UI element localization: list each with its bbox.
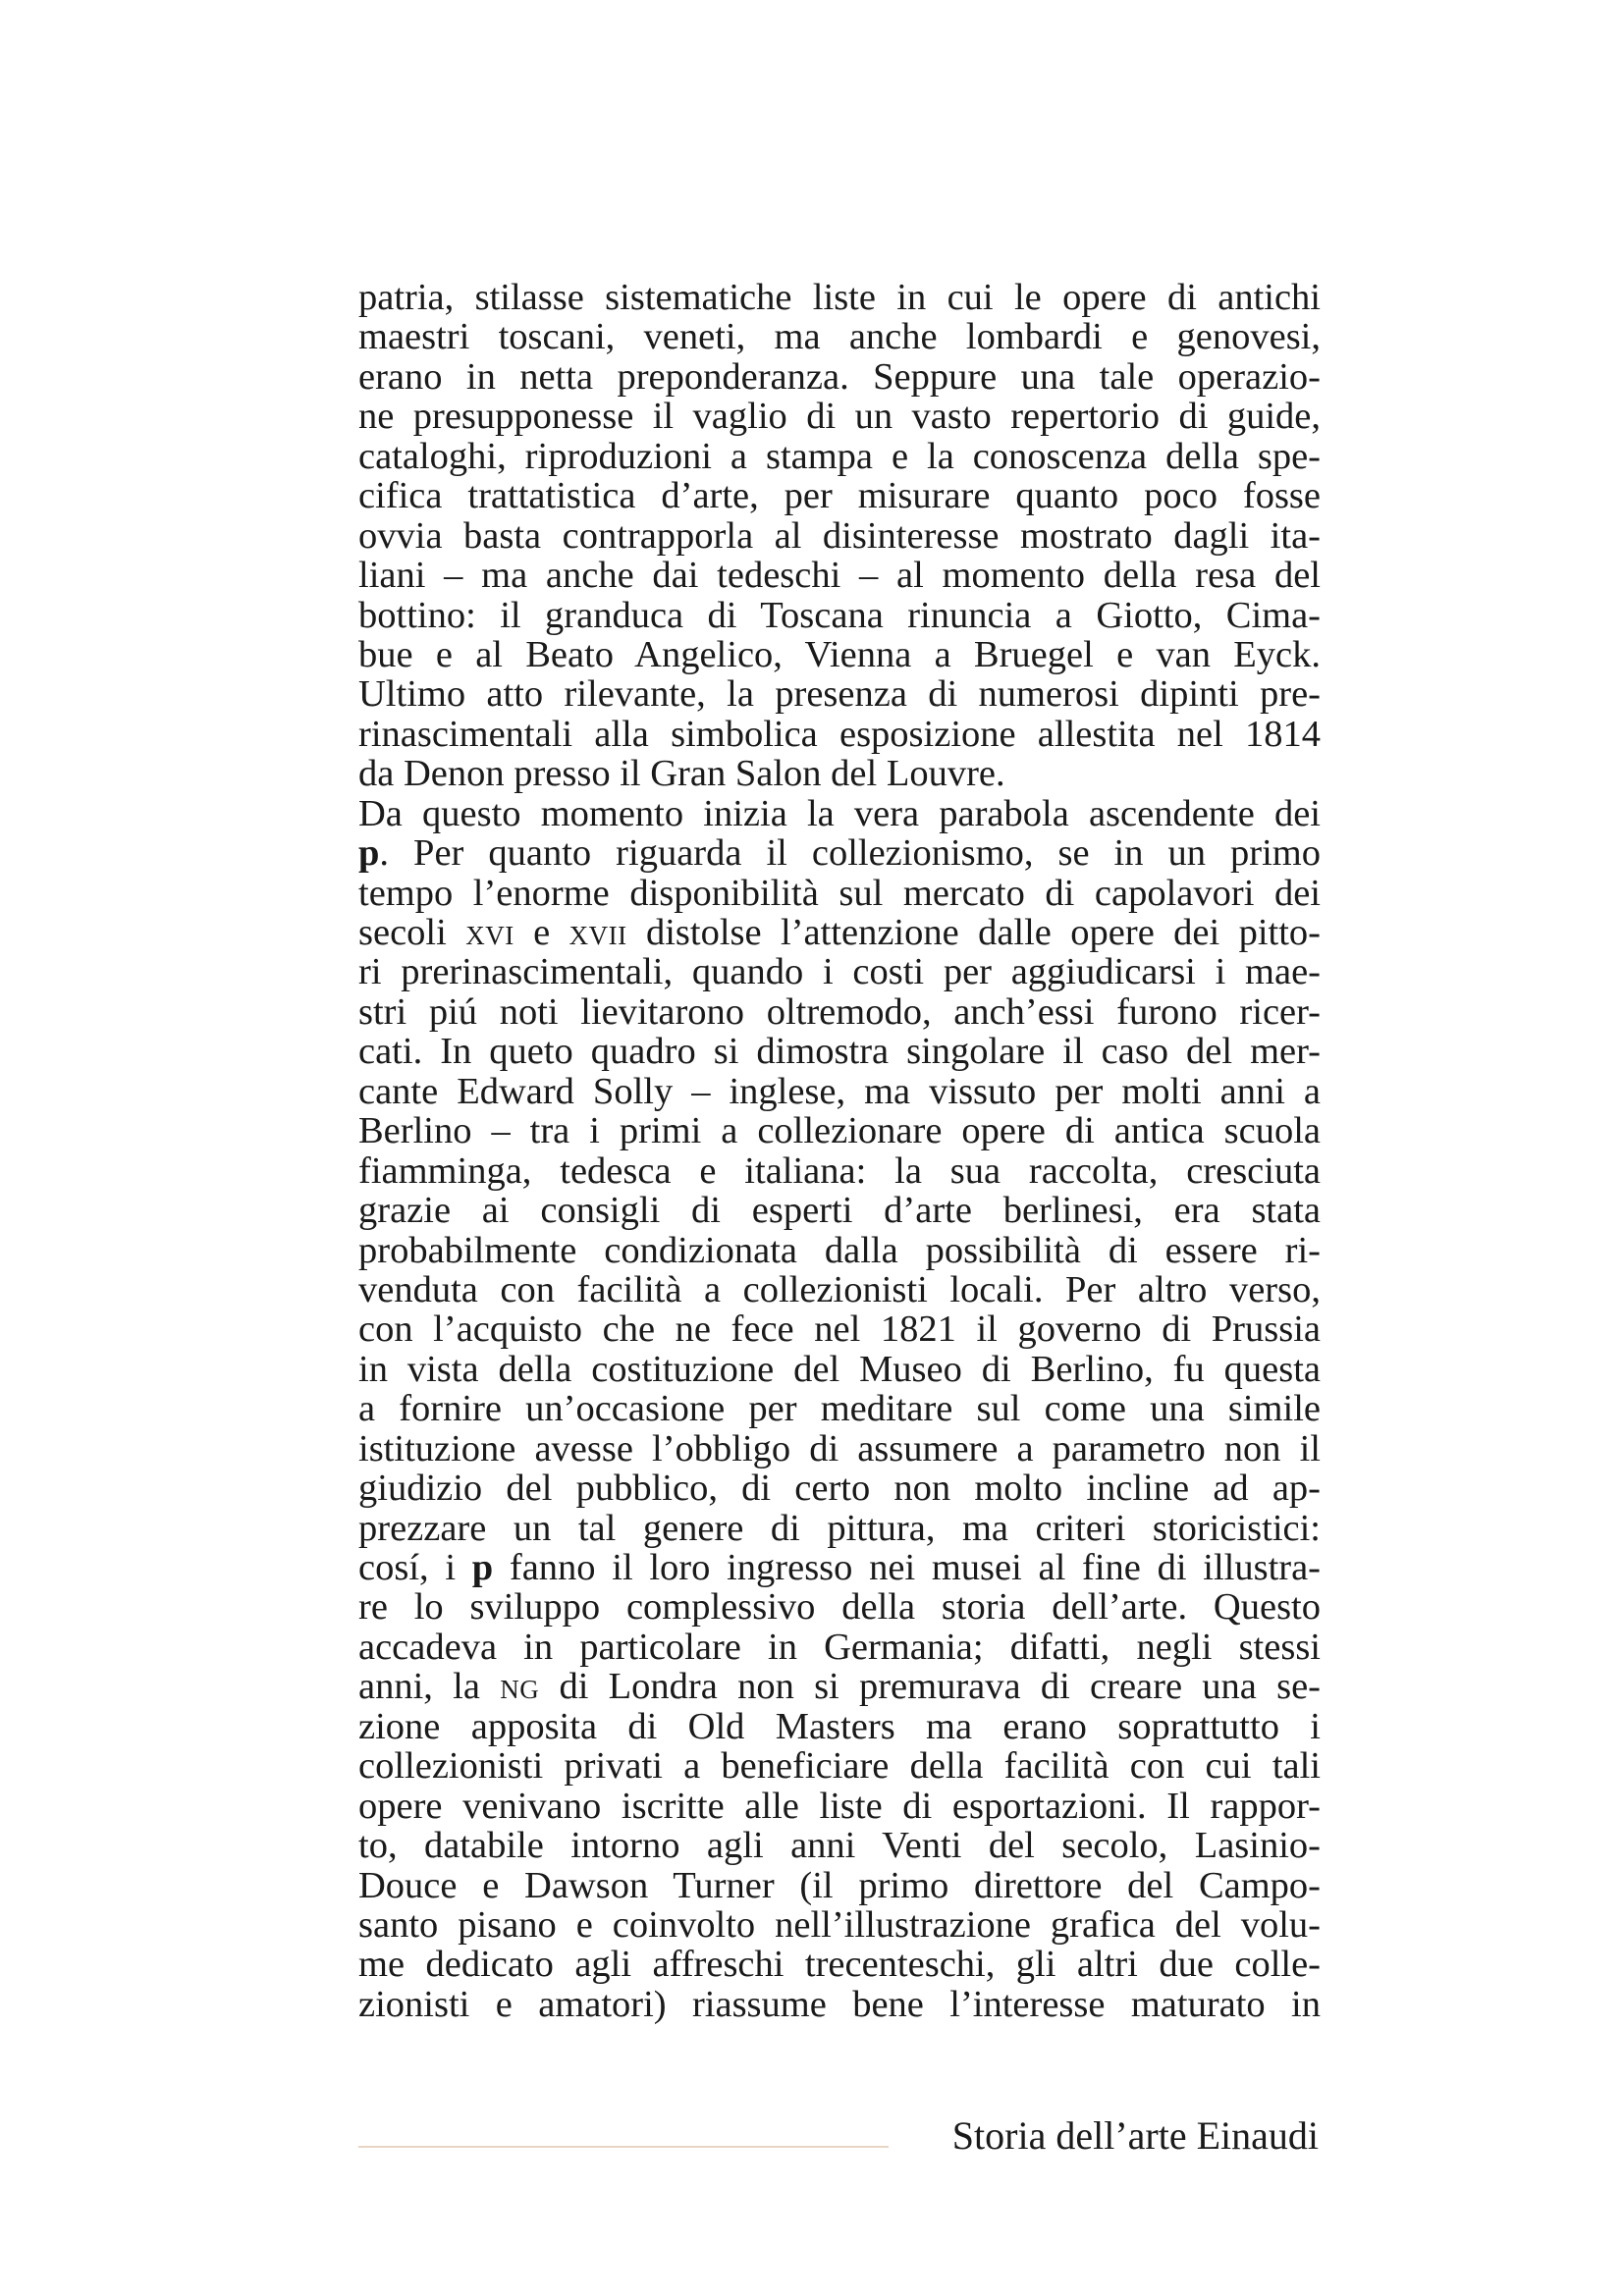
text-span: cati. In queto quadro si dimostra singolare il caso del mer- <box>358 1031 1321 1073</box>
text-span: opere venivano iscritte alle liste di esportazioni. Il rappor- <box>358 1785 1321 1827</box>
text-line <box>358 1111 1321 1150</box>
text-span: ovvia basta contrapporla al disinteresse mostrato dagli ita- <box>358 514 1321 557</box>
text-line <box>358 1548 1321 1587</box>
text-line <box>358 635 1321 674</box>
text-span: re lo sviluppo complessivo della storia dell’arte. Questo <box>358 1586 1321 1629</box>
text-span-bold: p <box>471 1547 494 1588</box>
text-span: Berlino – tra i primi a collezionare opere di antica scuola <box>358 1110 1321 1152</box>
text-span: con l’acquisto che ne fece nel 1821 il governo di Prussia <box>358 1308 1321 1351</box>
text-line <box>358 992 1321 1032</box>
text-span: santo pisano e coinvolto nell’illustrazione grafica del volu- <box>358 1903 1321 1946</box>
text-line <box>358 1866 1321 1905</box>
text-span: collezionisti privati a beneficiare della facilità con cui tali <box>358 1745 1321 1788</box>
text-line <box>358 1350 1321 1389</box>
text-span: da Denon presso il Gran Salon del Louvre. <box>358 753 1005 795</box>
text-line <box>358 1587 1321 1627</box>
text-line <box>358 1231 1321 1270</box>
text-span: distolse l’attenzione dalle opere dei pitto- <box>626 912 1321 953</box>
text-span: ne presupponesse il vaglio di un vasto repertorio di guide, <box>358 396 1321 438</box>
text-span: cifica trattatistica d’arte, per misurare quanto poco fosse <box>358 475 1321 517</box>
text-span: venduta con facilità a collezionisti locali. Per altro verso, <box>358 1268 1321 1310</box>
text-line <box>358 1468 1321 1508</box>
text-line <box>358 1429 1321 1468</box>
text-span: prezzare un tal genere di pittura, ma criteri storicistici: <box>358 1507 1321 1549</box>
text-line <box>358 674 1321 714</box>
text-span: . Per quanto riguarda il collezionismo, se in un primo <box>379 832 1321 875</box>
text-line <box>358 715 1321 754</box>
text-line <box>358 794 1321 833</box>
text-line <box>358 476 1321 515</box>
text-line <box>358 1191 1321 1230</box>
text-span: me dedicato agli affreschi trecenteschi, gli altri due colle- <box>358 1944 1321 1986</box>
text-span: accadeva in particolare in Germania; difatti, negli stessi <box>358 1626 1321 1668</box>
text-span: stri piú noti lievitarono oltremodo, anch’essi furono ricer- <box>358 990 1321 1033</box>
text-line <box>358 1032 1321 1071</box>
text-line <box>358 1787 1321 1826</box>
text-line <box>358 874 1321 913</box>
text-line <box>358 1945 1321 1984</box>
text-span: Douce e Dawson Turner (il primo direttore del Campo- <box>358 1864 1321 1906</box>
text-line <box>358 1072 1321 1111</box>
text-line <box>358 596 1321 635</box>
footer-rule <box>358 2146 889 2148</box>
text-line <box>358 1667 1321 1706</box>
text-span: fiamminga, tedesca e italiana: la sua raccolta, cresciuta <box>358 1149 1321 1192</box>
text-line <box>358 357 1321 397</box>
text-line <box>358 1985 1321 2024</box>
text-span: di Londra non si premurava di creare una se- <box>539 1666 1322 1708</box>
text-span: bottino: il granduca di Toscana rinuncia a Giotto, Cima- <box>358 594 1321 636</box>
text-span: giudizio del pubblico, di certo non molto incline ad ap- <box>358 1468 1321 1510</box>
text-line <box>358 833 1321 873</box>
footer-title: Storia dell’arte Einaudi <box>951 2113 1319 2158</box>
body-text <box>358 278 1321 2024</box>
text-span-sc: xvi <box>465 912 514 953</box>
text-line <box>358 1746 1321 1786</box>
text-line <box>358 1389 1321 1428</box>
text-span: grazie ai consigli di esperti d’arte berlinesi, era stata <box>358 1190 1321 1232</box>
text-line <box>358 1905 1321 1945</box>
text-span: rinascimentali alla simbolica esposizione allestita nel 1814 <box>358 713 1321 755</box>
text-line <box>358 1509 1321 1548</box>
text-span: secoli <box>358 912 466 953</box>
text-line <box>358 952 1321 991</box>
text-line <box>358 397 1321 436</box>
text-span: zione apposita di Old Masters ma erano soprattutto i <box>358 1705 1321 1747</box>
text-span: e <box>514 912 569 953</box>
text-line <box>358 754 1321 793</box>
text-line <box>358 1151 1321 1191</box>
text-span: maestri toscani, veneti, ma anche lombardi e genovesi, <box>358 316 1321 358</box>
text-line <box>358 1826 1321 1865</box>
text-line <box>358 1309 1321 1349</box>
text-line <box>358 516 1321 556</box>
text-span: Da questo momento inizia la vera parabola ascendente dei <box>358 792 1321 834</box>
text-span: zionisti e amatori) riassume bene l’interesse maturato in <box>358 1983 1321 2025</box>
text-line <box>358 1707 1321 1746</box>
text-span: cosí, i <box>358 1547 472 1588</box>
text-span-bold: p <box>358 832 380 875</box>
text-span: cante Edward Solly – inglese, ma vissuto per molti anni a <box>358 1070 1321 1112</box>
text-line <box>358 556 1321 595</box>
text-span: bue e al Beato Angelico, Vienna a Bruegel e van Eyck. <box>358 633 1321 675</box>
text-span: probabilmente condizionata dalla possibilità di essere ri- <box>358 1229 1321 1271</box>
text-span: erano in netta preponderanza. Seppure una tale operazio- <box>358 355 1321 398</box>
text-line <box>358 1628 1321 1667</box>
text-span: ri prerinascimentali, quando i costi per aggiudicarsi i mae- <box>358 951 1321 993</box>
text-span: fanno il loro ingresso nei musei al fine di illustra- <box>493 1547 1321 1588</box>
text-span: liani – ma anche dai tedeschi – al momento della resa del <box>358 555 1321 597</box>
text-line <box>358 1270 1321 1309</box>
text-span: Ultimo atto rilevante, la presenza di numerosi dipinti pre- <box>358 673 1321 716</box>
text-line <box>358 278 1321 317</box>
text-span-sc: xvii <box>568 912 627 953</box>
text-line <box>358 317 1321 356</box>
text-span: in vista della costituzione del Museo di Berlino, fu questa <box>358 1348 1321 1390</box>
text-line <box>358 437 1321 476</box>
text-span: cataloghi, riproduzioni a stampa e la conoscenza della spe- <box>358 435 1321 477</box>
text-span: patria, stilasse sistematiche liste in cui le opere di antichi <box>358 277 1321 318</box>
text-span: anni, la <box>358 1666 501 1708</box>
text-span-sc: ng <box>500 1666 540 1708</box>
text-span: istituzione avesse l’obbligo di assumere a parametro non il <box>358 1427 1321 1469</box>
text-span: tempo l’enorme disponibilità sul mercato di capolavori dei <box>358 872 1321 914</box>
text-line <box>358 913 1321 952</box>
text-span: a fornire un’occasione per meditare sul come una simile <box>358 1388 1321 1430</box>
text-span: to, databile intorno agli anni Venti del secolo, Lasinio- <box>358 1825 1321 1867</box>
